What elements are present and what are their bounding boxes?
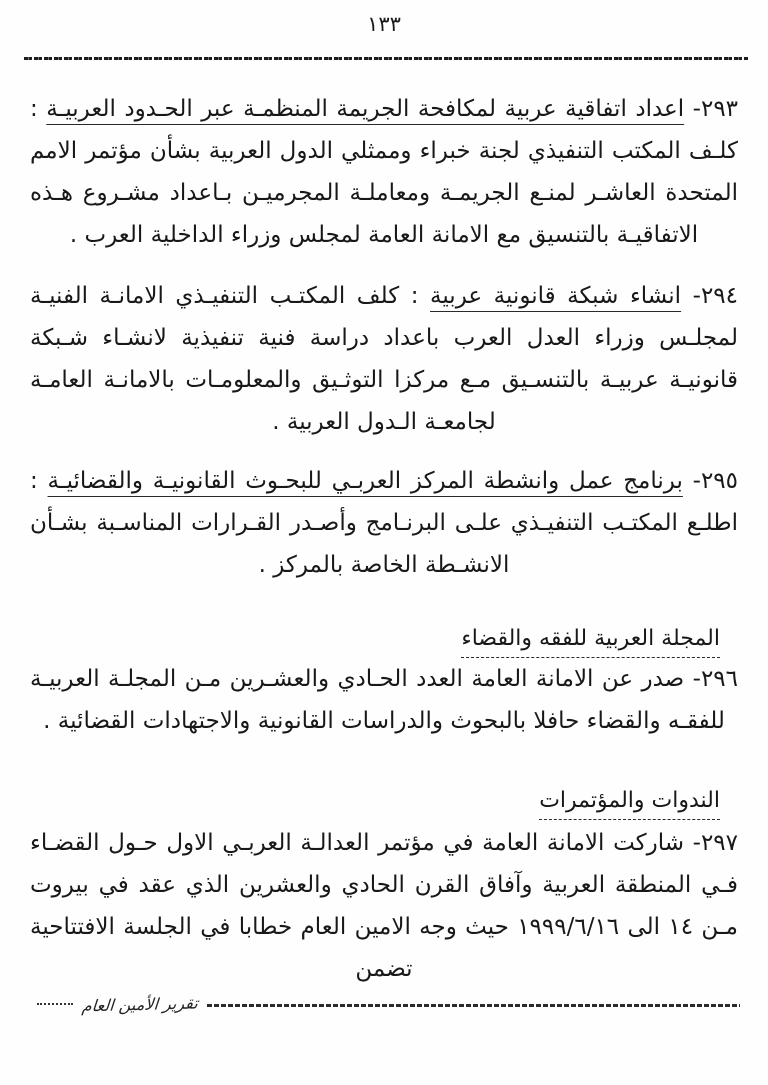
paragraph-293-body: كلـف المكتب التنفيذي لجنة خبراء وممثلي الدول العربية بشأن مؤتمر الامم المتحدة العاشـر لمنـع الجريمـة ومعاملـة المجرميـن بـاعداد مشـروع هـذه الاتفاقيـة بالتنسيق مع الامانة العامة لمجلس وزراء الداخلية العرب . bbox=[30, 138, 738, 248]
paragraph-297-body: شاركت الامانة العامة في مؤتمر العدالـة العربـي الاول حـول القضـاء فـي المنطقة العربية وآفاق القرن الحادي والعشرين الذي عقد في بيروت مـن ١٤ الى ١٩٩٩/٦/١٦ حيث وجه الامين العام خطابا في الجلسة الافتتاحية تضمن bbox=[30, 830, 738, 982]
section-header-conferences bbox=[30, 788, 720, 820]
paragraph-294-body: كلف المكتـب التنفيـذي الامانـة الفنيـة لمجلـس وزراء العدل العرب باعداد دراسة فنية تنفيذية لانشـاء شـبكة قانونيـة عربيـة بالتنسـيق مـع مركزا التوثـيق والمعلومـات بالامانـة العامـة لجامعـة الـدول العربية . bbox=[30, 283, 738, 435]
header-rule bbox=[24, 57, 748, 60]
paragraph-296-body: صدر عن الامانة العامة العدد الحـادي والعشـرين مـن المجلـة العربيـة للفقـه والقضاء حافلا بالبحوث والدراسات القانونية والاجتهادات القضائية . bbox=[30, 666, 725, 734]
paragraph-295-body: اطلـع المكتـب التنفيـذي علـى البرنـامج وأصـدر القـرارات المناسـبة بشـأن الانشـطة الخاصة بالمركز . bbox=[30, 510, 738, 578]
paragraph-293-title: اعداد اتفاقية عربية لمكافحة الجريمة المنظمـة عبر الحـدود العربيـة bbox=[46, 96, 685, 122]
paragraph-295-colon: : bbox=[30, 468, 38, 494]
paragraph-296-number: ٢٩٦- bbox=[692, 666, 739, 692]
paragraph-293-colon: : bbox=[30, 96, 38, 122]
footer-rule bbox=[207, 1004, 740, 1007]
paragraph-293-number: ٢٩٣- bbox=[692, 96, 739, 122]
paragraph-296 bbox=[30, 658, 738, 742]
footer-short-dash bbox=[37, 1003, 73, 1005]
paragraph-297-number: ٢٩٧- bbox=[692, 830, 739, 856]
footer bbox=[8, 985, 740, 1023]
paragraph-294-number: ٢٩٤- bbox=[692, 283, 738, 309]
section-header-conferences-text: الندوات والمؤتمرات bbox=[539, 788, 720, 820]
footer-handwritten-note: تقرير الأمين العام bbox=[81, 992, 199, 1016]
paragraph-293 bbox=[30, 88, 738, 256]
paragraph-294 bbox=[30, 275, 738, 443]
paragraph-294-title: انشاء شبكة قانونية عربية bbox=[430, 283, 682, 309]
paragraph-295-title: برنامج عمل وانشطة المركز العربـي للبحـوث القانونيـة والقضائيـة bbox=[47, 468, 683, 494]
paragraph-294-colon: : bbox=[410, 283, 419, 309]
paragraph-295 bbox=[30, 460, 738, 586]
page-number: ١٣٣ bbox=[367, 12, 401, 36]
section-header-journal bbox=[30, 626, 720, 658]
paragraph-297 bbox=[30, 822, 738, 990]
section-header-journal-text: المجلة العربية للفقه والقضاء bbox=[461, 626, 720, 658]
paragraph-295-number: ٢٩٥- bbox=[692, 468, 739, 494]
